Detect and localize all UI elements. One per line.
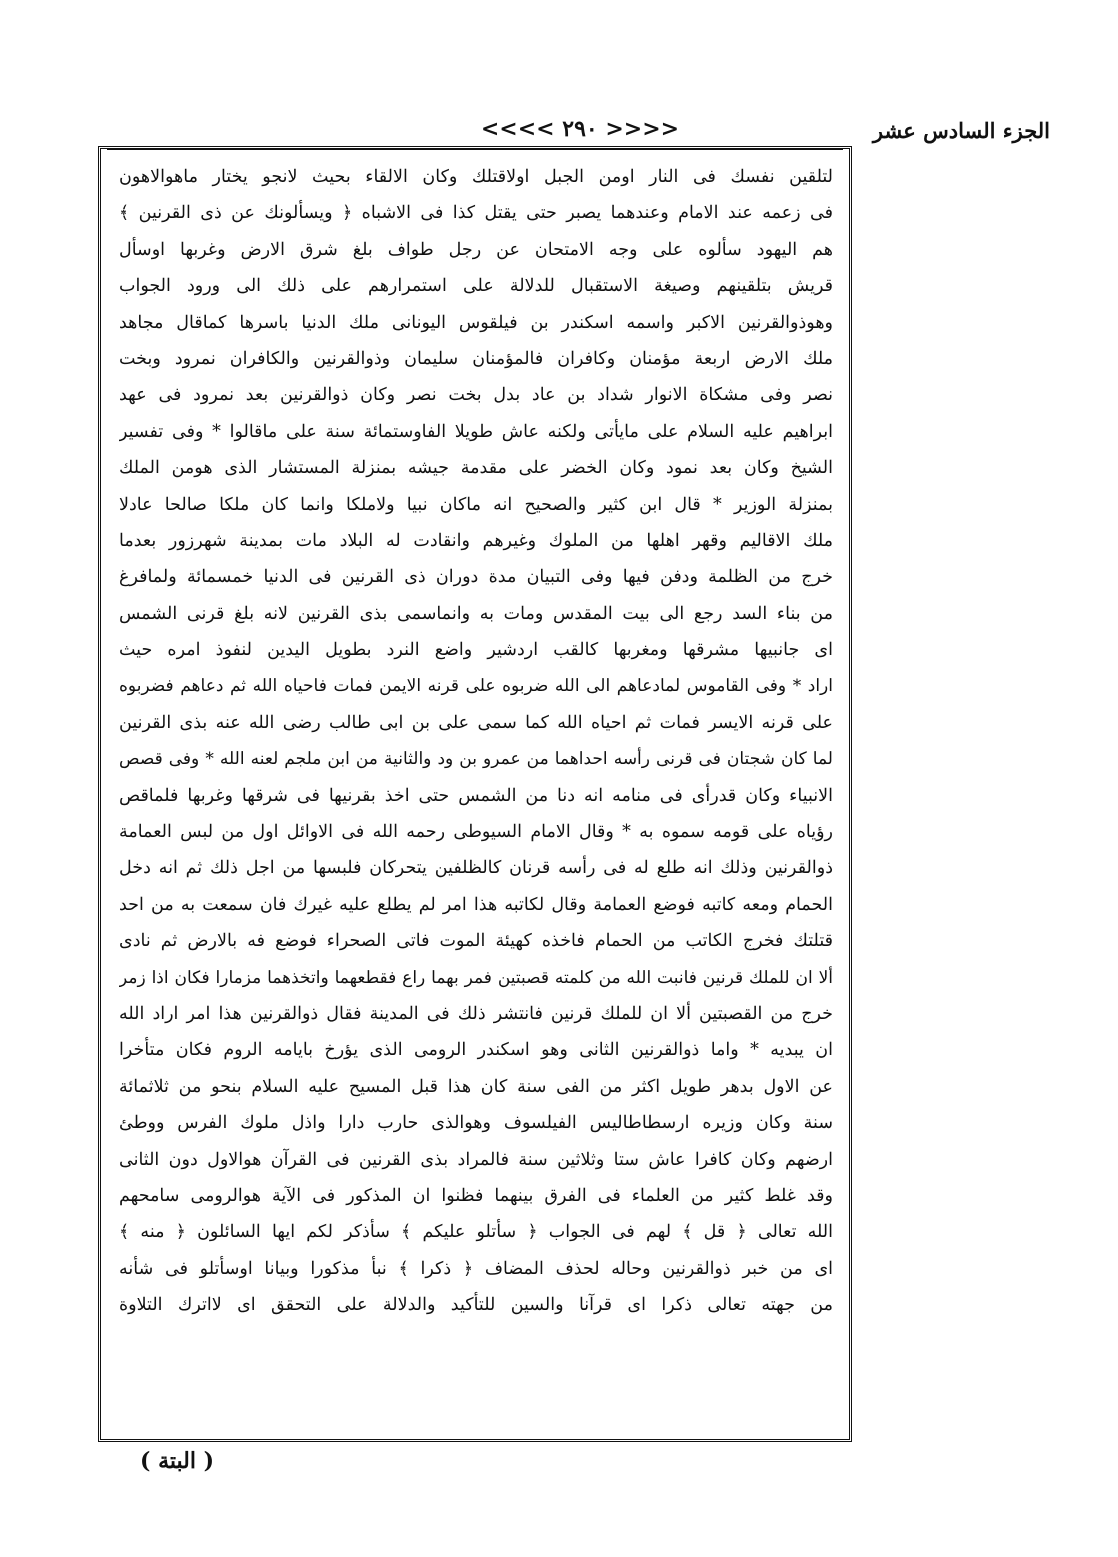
text-frame <box>98 146 852 1442</box>
text-line: هم اليهود سألوه على وجه الامتحان عن رجل طواف بلغ شرق الارض وغربها اوسأل <box>119 239 833 260</box>
text-line: الانبياء وكان قدرأى فى منامه انه دنا من الشمس حتى اخذ بقرنيها فى شرقها وغربها فلماقص <box>119 785 833 806</box>
text-line: قتلتك فخرج الكاتب من الحمام فاخذه كهيئة الموت فاتى الصحراء فوضع فه بالارض ثم نادى <box>119 931 833 952</box>
text-line: ملك الاقاليم وقهر اهلها من الملوك وغيرهم وانقادت له البلاد مات بمدينة شهرزور بعدما <box>119 530 833 551</box>
text-line: رؤياه على قومه سموه به * وقال الامام السيوطى رحمه الله فى الاوائل اول من لبس العمامة <box>119 822 833 843</box>
text-line: لتلقين نفسك فى النار اومن الجبل اولاقتلك وكان الالقاء بحيث لانجو يختار ماهوالاهون <box>119 167 833 187</box>
text-line: على قرنه الايسر فمات ثم احياه الله كما سمى على بن ابى طالب رضى الله عنه بذى القرنين <box>119 712 833 733</box>
volume-part-label: الجزء السادس عشر <box>872 118 1050 143</box>
text-line: الحمام ومعه كاتبه فوضع العمامة وقال لكاتبه هذا امر لم يطلع عليه غيرك فان سمعت به من احد <box>119 894 833 915</box>
text-line: ذوالقرنين وذلك انه طلع له فى رأسه قرنان كالظلفين يتحركان فلبسها من اجل ذلك ثم انه دخل <box>119 858 833 879</box>
text-line: فى زعمه عند الامام وعندهما يصبر حتى يقتل كذا فى الاشباه ﴿ ويسألونك عن ذى القرنين ﴾ <box>119 203 833 224</box>
text-line: خرج من القصبتين ألا ان للملك قرنين فانتشر ذلك فى المدينة فقال ذوالقرنين هذا امر اراد الله <box>119 1003 833 1024</box>
ornament-left-icon: <<<< <box>480 116 563 142</box>
text-line: ابراهيم عليه السلام على مايأتى ولكنه عاش طويلا الفاوستمائة سنة على ماقالوا * وفى تفسير <box>119 421 833 442</box>
text-line: اراد * وفى القاموس لمادعاهم الى الله ضربوه على قرنه الايمن فمات فاحياه الله ثم دعاهم فضربوه <box>119 676 833 697</box>
text-line: عن الاول بدهر طويل اكثر من الفى سنة كان هذا قبل المسيح عليه السلام بنحو من ثلاثمائة <box>119 1076 833 1097</box>
text-line: ارضهم وكان كافرا عاش ستا وثلاثين سنة فالمراد بذى القرنين فى القرآن هوالاول دون الثانى <box>119 1149 833 1170</box>
text-line: خرج من الظلمة ودفن فيها وفى التبيان مدة دوران ذى القرنين فى الدنيا خمسمائة ولمافرغ <box>119 567 833 588</box>
text-line: سنة وكان وزيره ارسطاطاليس الفيلسوف وهوالذى حارب دارا واذل ملوك الفرس ووطئ <box>119 1113 833 1134</box>
ornament-right-icon: >>>> <box>597 116 680 142</box>
text-line: بمنزلة الوزير * قال ابن كثير والصحيح انه ماكان نبيا ولاملكا وانما كان ملكا صالحا عادلا <box>119 494 833 515</box>
text-line: ملك الارض اربعة مؤمنان وكافران فالمؤمنان سليمان وذوالقرنين والكافران نمرود وبخت <box>119 348 833 369</box>
text-line: ان يبديه * واما ذوالقرنين الثانى وهو اسكندر الرومى الذى يؤرخ بايامه الروم فكان متأخرا <box>119 1040 833 1061</box>
text-line: وهوذوالقرنين الاكبر واسمه اسكندر بن فيلقوس اليونانى ملك الدنيا باسرها كماقال مجاهد <box>119 312 833 333</box>
text-line: اى من خبر ذوالقرنين وحاله لحذف المضاف ﴿ ذكرا ﴾ نبأ مذكورا وبيانا اوسأتلو فى شأنه <box>119 1258 833 1279</box>
main-text <box>119 159 833 1324</box>
text-line: من بناء السد رجع الى بيت المقدس ومات به وانماسمى بذى القرنين لانه بلغ قرنى الشمس <box>119 603 833 624</box>
text-line: ألا ان للملك قرنين فانبت الله من كلمته قصبتين فمر بهما راع فقطعهما واتخذهما مزمارا فكان اذا زمر <box>119 967 833 988</box>
text-line: لما كان شجتان فى قرنى رأسه احداهما من عمرو بن ود والثانية من ابن ملجم لعنه الله * وفى قصص <box>119 749 833 770</box>
text-line: وقد غلط كثير من العلماء فى الفرق بينهما فظنوا ان المذكور فى الآية هوالرومى سامحهم <box>119 1185 833 1206</box>
text-line: الشيخ وكان بعد نمود وكان الخضر على مقدمة جيشه بمنزلة المستشار الذى هومن الملك <box>119 458 833 479</box>
page-number: <<<< ۲۹۰ >>>> <box>480 116 680 142</box>
text-line: قريش بتلقينهم وصيغة الاستقبال للدلالة على استمرارهم على ذلك الى ورود الجواب <box>119 276 833 297</box>
text-line: نصر وفى مشكاة الانوار شداد بن عاد بدل بخت نصر وكان ذوالقرنين بعد نمرود فى عهد <box>119 385 833 406</box>
text-line: اى جانبيها مشرقها ومغربها كالقب اردشير واضع النرد بطويل اليدين لنفوذ امره حيث <box>119 640 833 661</box>
catchword: ( البتة ) <box>140 1448 215 1474</box>
text-line: الله تعالى ﴿ قل ﴾ لهم فى الجواب ﴿ سأتلو عليكم ﴾ سأذكر لكم ايها السائلون ﴿ منه ﴾ <box>119 1222 833 1243</box>
text-line: من جهته تعالى ذكرا اى قرآنا والسين للتأكيد والدلالة على التحقق اى لااترك التلاوة <box>119 1295 833 1316</box>
